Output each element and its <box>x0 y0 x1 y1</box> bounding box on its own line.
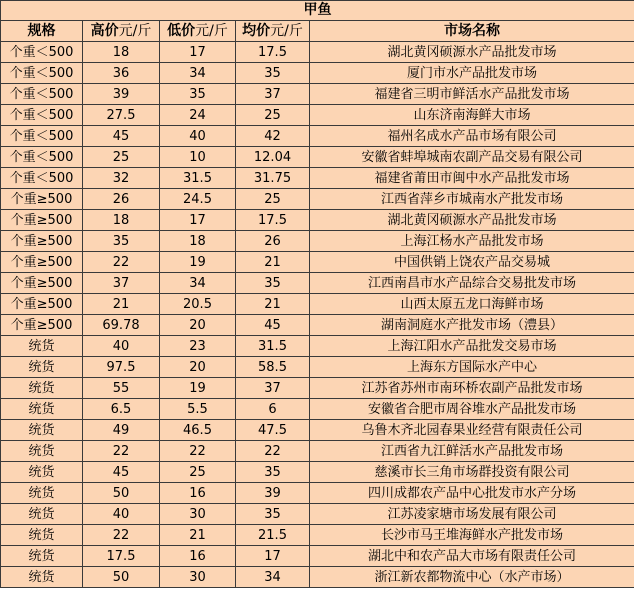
cell-high-price: 36 <box>83 63 160 84</box>
cell-market: 上海东方国际水产中心 <box>310 357 634 378</box>
table-row <box>1 210 634 231</box>
cell-high-price: 6.5 <box>83 399 160 420</box>
cell-spec: 统货 <box>1 483 83 504</box>
cell-market: 福州名成水产品市场有限公司 <box>310 126 634 147</box>
cell-low-price: 17 <box>160 210 236 231</box>
cell-avg-price: 35 <box>236 273 310 294</box>
cell-spec: 个重≥500 <box>1 294 83 315</box>
cell-spec: 统货 <box>1 357 83 378</box>
cell-market: 山西太原五龙口海鲜市场 <box>310 294 634 315</box>
header-high-label: 高价 <box>90 22 119 39</box>
cell-low-price: 34 <box>160 63 236 84</box>
cell-avg-price: 35 <box>236 504 310 525</box>
cell-high-price: 55 <box>83 378 160 399</box>
cell-spec: 统货 <box>1 546 83 567</box>
cell-low-price: 5.5 <box>160 399 236 420</box>
cell-avg-price: 12.04 <box>236 147 310 168</box>
cell-low-price: 20 <box>160 315 236 336</box>
table-row <box>1 42 634 63</box>
cell-high-price: 40 <box>83 336 160 357</box>
table-row <box>1 63 634 84</box>
table-row <box>1 357 634 378</box>
table-body <box>1 42 634 588</box>
header-avg-unit: 元/斤 <box>270 22 303 39</box>
cell-market: 江苏凌家塘市场发展有限公司 <box>310 504 634 525</box>
cell-spec: 个重＜500 <box>1 126 83 147</box>
table-title: 甲鱼 <box>1 1 634 21</box>
table-row <box>1 441 634 462</box>
cell-low-price: 30 <box>160 504 236 525</box>
cell-high-price: 39 <box>83 84 160 105</box>
cell-avg-price: 17.5 <box>236 210 310 231</box>
cell-avg-price: 25 <box>236 189 310 210</box>
cell-avg-price: 37 <box>236 378 310 399</box>
cell-high-price: 17.5 <box>83 546 160 567</box>
cell-low-price: 16 <box>160 483 236 504</box>
cell-low-price: 35 <box>160 84 236 105</box>
cell-high-price: 18 <box>83 42 160 63</box>
cell-spec: 个重≥500 <box>1 252 83 273</box>
header-high-price <box>83 21 160 42</box>
cell-low-price: 24 <box>160 105 236 126</box>
header-low-label: 低价 <box>167 22 196 39</box>
cell-low-price: 17 <box>160 42 236 63</box>
header-low-price <box>160 21 236 42</box>
cell-high-price: 22 <box>83 525 160 546</box>
cell-market: 安徽省蚌埠城南农副产品交易有限公司 <box>310 147 634 168</box>
cell-low-price: 10 <box>160 147 236 168</box>
table-row <box>1 546 634 567</box>
cell-avg-price: 35 <box>236 63 310 84</box>
cell-avg-price: 21 <box>236 252 310 273</box>
cell-market: 安徽省合肥市周谷堆水产品批发市场 <box>310 399 634 420</box>
cell-spec: 统货 <box>1 525 83 546</box>
cell-market: 长沙市马王堆海鲜水产批发市场 <box>310 525 634 546</box>
table-row <box>1 378 634 399</box>
cell-spec: 个重＜500 <box>1 42 83 63</box>
cell-high-price: 26 <box>83 189 160 210</box>
header-spec: 规格 <box>1 21 83 42</box>
cell-market: 江苏省苏州市南环桥农副产品批发市场 <box>310 378 634 399</box>
header-low-unit: 元/斤 <box>195 22 228 39</box>
cell-low-price: 20 <box>160 357 236 378</box>
cell-market: 福建省三明市鲜活水产品批发市场 <box>310 84 634 105</box>
cell-avg-price: 26 <box>236 231 310 252</box>
cell-spec: 个重≥500 <box>1 231 83 252</box>
cell-high-price: 22 <box>83 441 160 462</box>
cell-high-price: 97.5 <box>83 357 160 378</box>
table-row <box>1 504 634 525</box>
cell-avg-price: 47.5 <box>236 420 310 441</box>
cell-avg-price: 25 <box>236 105 310 126</box>
cell-low-price: 25 <box>160 462 236 483</box>
cell-high-price: 49 <box>83 420 160 441</box>
cell-low-price: 18 <box>160 231 236 252</box>
table-row <box>1 273 634 294</box>
cell-high-price: 45 <box>83 462 160 483</box>
header-high-unit: 元/斤 <box>118 22 152 39</box>
cell-high-price: 35 <box>83 231 160 252</box>
cell-avg-price: 22 <box>236 441 310 462</box>
cell-market: 浙江新农都物流中心（水产市场） <box>310 567 634 588</box>
cell-low-price: 19 <box>160 378 236 399</box>
cell-high-price: 27.5 <box>83 105 160 126</box>
cell-market: 山东济南海鲜大市场 <box>310 105 634 126</box>
table-row <box>1 567 634 588</box>
cell-spec: 统货 <box>1 420 83 441</box>
cell-low-price: 34 <box>160 273 236 294</box>
cell-market: 江西省九江鲜活水产品批发市场 <box>310 441 634 462</box>
cell-market: 江西南昌市水产品综合交易批发市场 <box>310 273 634 294</box>
table-row <box>1 252 634 273</box>
cell-low-price: 16 <box>160 546 236 567</box>
cell-market: 湖北黄冈硕源水产品批发市场 <box>310 42 634 63</box>
table-row <box>1 231 634 252</box>
cell-low-price: 21 <box>160 525 236 546</box>
cell-low-price: 31.5 <box>160 168 236 189</box>
cell-spec: 统货 <box>1 567 83 588</box>
table-row <box>1 168 634 189</box>
cell-avg-price: 21.5 <box>236 525 310 546</box>
table-row <box>1 525 634 546</box>
cell-avg-price: 34 <box>236 567 310 588</box>
cell-market: 湖南洞庭水产批发市场（澧县） <box>310 315 634 336</box>
cell-spec: 统货 <box>1 399 83 420</box>
cell-avg-price: 31.75 <box>236 168 310 189</box>
cell-high-price: 50 <box>83 567 160 588</box>
cell-low-price: 40 <box>160 126 236 147</box>
cell-high-price: 45 <box>83 126 160 147</box>
cell-spec: 个重＜500 <box>1 84 83 105</box>
cell-high-price: 50 <box>83 483 160 504</box>
cell-high-price: 32 <box>83 168 160 189</box>
cell-high-price: 37 <box>83 273 160 294</box>
cell-avg-price: 37 <box>236 84 310 105</box>
cell-spec: 个重≥500 <box>1 189 83 210</box>
cell-market: 湖北中和农产品大市场有限责任公司 <box>310 546 634 567</box>
cell-market: 上海江杨水产品批发市场 <box>310 231 634 252</box>
table-row <box>1 126 634 147</box>
cell-market: 中国供销上饶农产品交易城 <box>310 252 634 273</box>
header-market: 市场名称 <box>310 21 634 42</box>
cell-spec: 统货 <box>1 504 83 525</box>
cell-high-price: 40 <box>83 504 160 525</box>
table-row <box>1 105 634 126</box>
cell-high-price: 22 <box>83 252 160 273</box>
cell-spec: 统货 <box>1 441 83 462</box>
cell-high-price: 25 <box>83 147 160 168</box>
table-row <box>1 336 634 357</box>
cell-high-price: 21 <box>83 294 160 315</box>
table-row <box>1 315 634 336</box>
table-row <box>1 147 634 168</box>
cell-market: 上海江阳水产品批发交易市场 <box>310 336 634 357</box>
cell-low-price: 30 <box>160 567 236 588</box>
header-avg-price <box>236 21 310 42</box>
cell-market: 乌鲁木齐北园春果业经营有限责任公司 <box>310 420 634 441</box>
table-row <box>1 462 634 483</box>
cell-spec: 个重＜500 <box>1 105 83 126</box>
header-row <box>1 21 634 42</box>
cell-avg-price: 42 <box>236 126 310 147</box>
table-row <box>1 84 634 105</box>
cell-low-price: 23 <box>160 336 236 357</box>
cell-market: 湖北黄冈硕源水产品批发市场 <box>310 210 634 231</box>
cell-spec: 个重＜500 <box>1 147 83 168</box>
table-row <box>1 189 634 210</box>
cell-avg-price: 17 <box>236 546 310 567</box>
header-avg-label: 均价 <box>242 22 271 39</box>
cell-low-price: 19 <box>160 252 236 273</box>
cell-high-price: 18 <box>83 210 160 231</box>
cell-avg-price: 45 <box>236 315 310 336</box>
cell-low-price: 46.5 <box>160 420 236 441</box>
table-row <box>1 483 634 504</box>
table-row <box>1 294 634 315</box>
cell-market: 慈溪市长三角市场群投资有限公司 <box>310 462 634 483</box>
cell-avg-price: 58.5 <box>236 357 310 378</box>
table-row <box>1 399 634 420</box>
cell-avg-price: 17.5 <box>236 42 310 63</box>
cell-avg-price: 21 <box>236 294 310 315</box>
cell-high-price: 69.78 <box>83 315 160 336</box>
cell-spec: 个重＜500 <box>1 63 83 84</box>
cell-spec: 个重≥500 <box>1 273 83 294</box>
cell-avg-price: 31.5 <box>236 336 310 357</box>
cell-market: 四川成都农产品中心批发市水产分场 <box>310 483 634 504</box>
cell-avg-price: 39 <box>236 483 310 504</box>
cell-spec: 个重≥500 <box>1 210 83 231</box>
cell-spec: 个重＜500 <box>1 168 83 189</box>
cell-low-price: 24.5 <box>160 189 236 210</box>
cell-avg-price: 35 <box>236 462 310 483</box>
cell-spec: 个重≥500 <box>1 315 83 336</box>
cell-spec: 统货 <box>1 462 83 483</box>
table-row <box>1 420 634 441</box>
cell-avg-price: 6 <box>236 399 310 420</box>
cell-market: 福建省莆田市闽中水产品批发市场 <box>310 168 634 189</box>
cell-spec: 统货 <box>1 336 83 357</box>
cell-spec: 统货 <box>1 378 83 399</box>
cell-low-price: 20.5 <box>160 294 236 315</box>
cell-market: 厦门市水产品批发市场 <box>310 63 634 84</box>
cell-market: 江西省萍乡市城南水产批发市场 <box>310 189 634 210</box>
cell-low-price: 22 <box>160 441 236 462</box>
title-row <box>1 1 634 21</box>
